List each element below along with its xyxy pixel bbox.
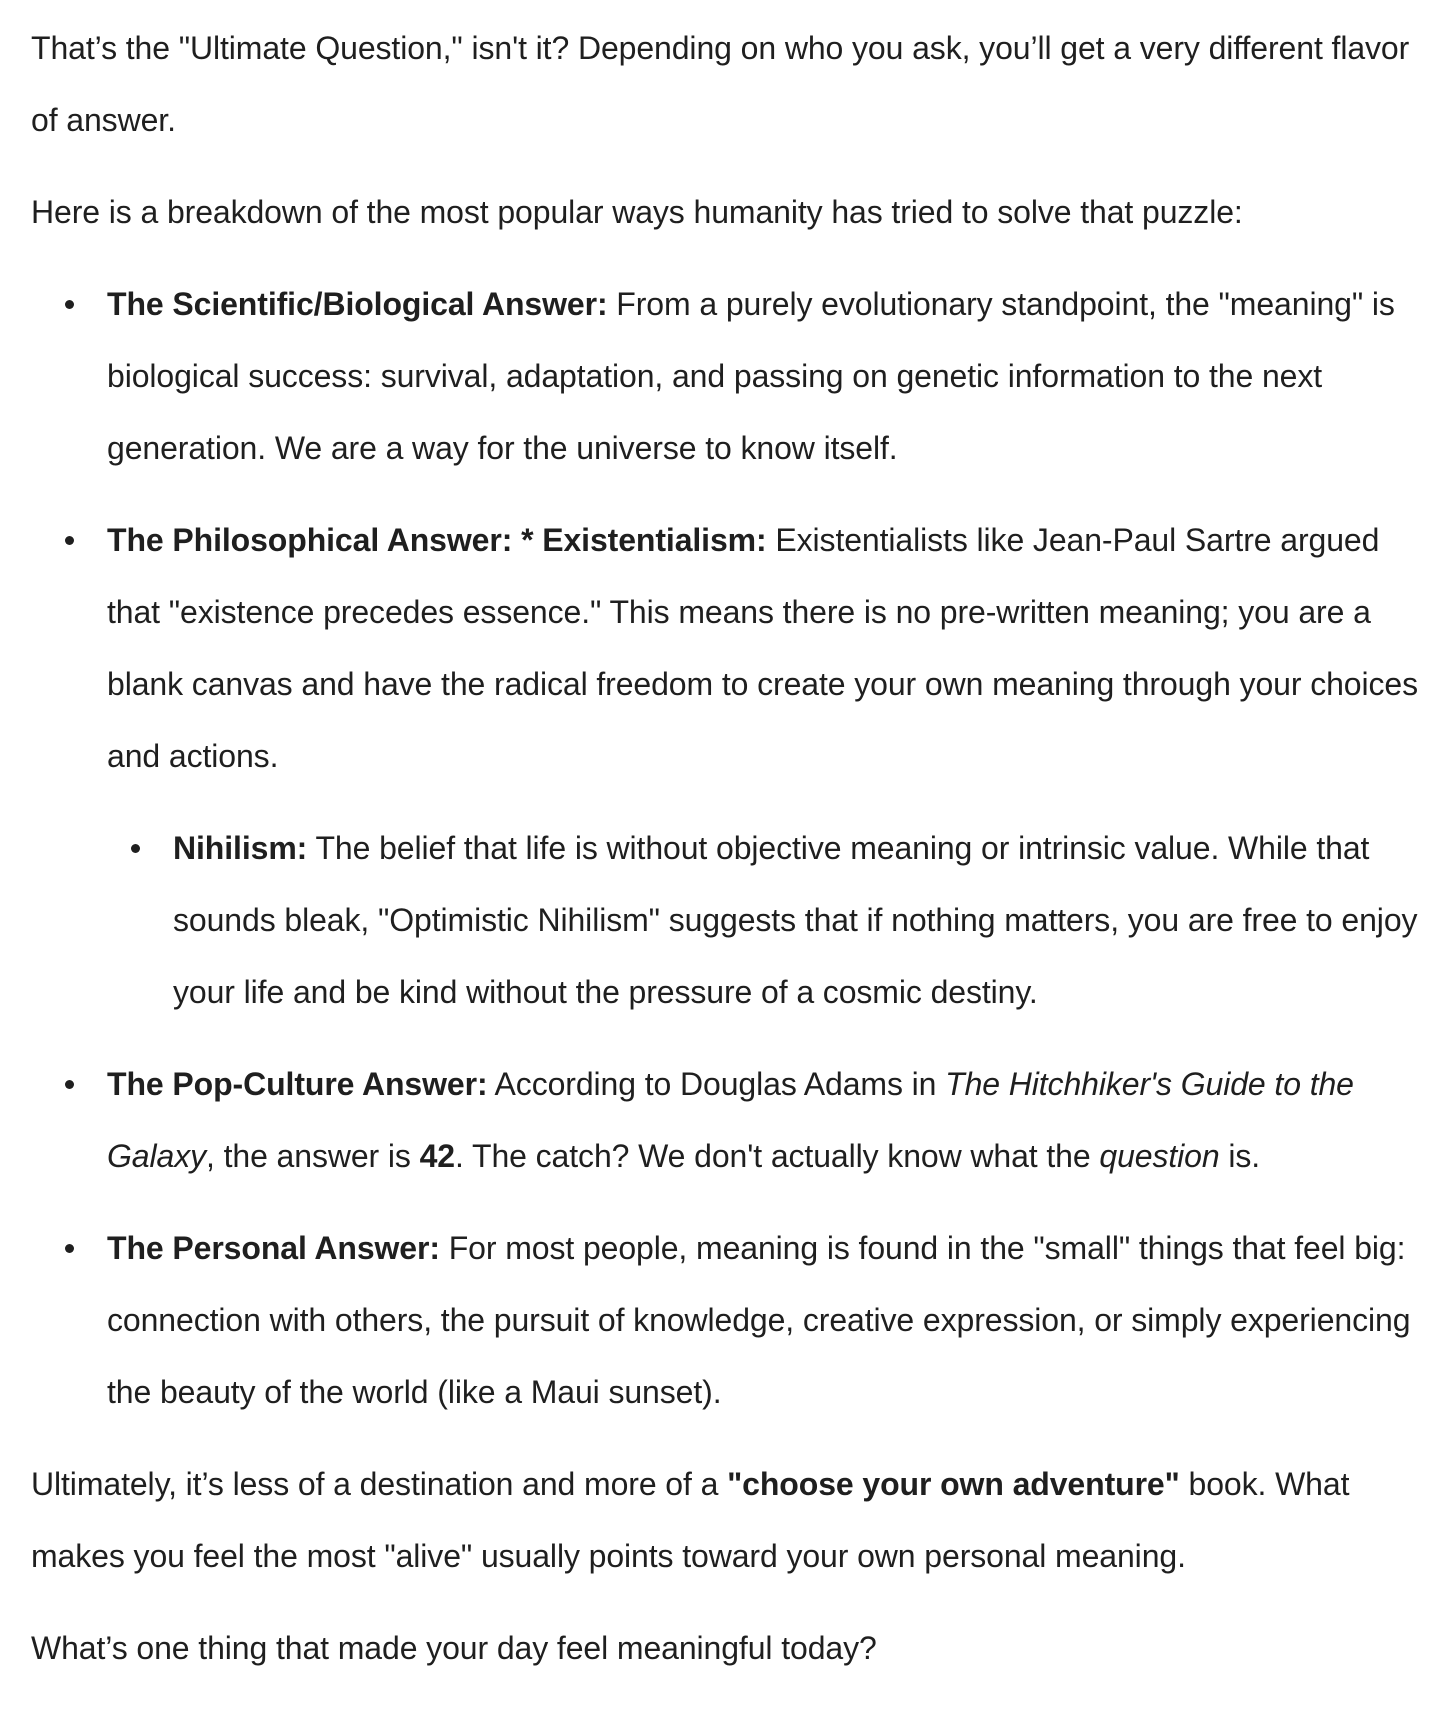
nihilism-label: Nihilism:: [173, 830, 308, 866]
pop-culture-text-d: is.: [1219, 1138, 1261, 1174]
answer-42: 42: [419, 1138, 456, 1174]
answers-list: [31, 268, 1436, 1428]
pop-culture-text-b: , the answer is: [206, 1138, 420, 1174]
question-word: question: [1099, 1138, 1220, 1174]
existentialism-label: Existentialism:: [542, 522, 767, 558]
philosophical-sublist: [107, 812, 1436, 1028]
personal-text: For most people, meaning is found in the "small" things that feel big: connection with others, the pursuit of knowledge, creative expression, or simply experiencing the beauty of the world (like a Maui sunset).: [107, 1230, 1411, 1410]
philosophical-label: The Philosophical Answer:: [107, 522, 513, 558]
closing-text-b: book. What makes you feel the most "alive" usually points toward your own personal meaning.: [31, 1466, 1350, 1574]
pop-culture-text-c: . The catch? We don't actually know what the: [455, 1138, 1100, 1174]
nihilism-text: The belief that life is without objective meaning or intrinsic value. While that sounds bleak, "Optimistic Nihilism" suggests that if nothing matters, you are free to enjoy your life and be kind without the pressure of a cosmic destiny.: [173, 830, 1418, 1010]
scientific-text: From a purely evolutionary standpoint, the "meaning" is biological success: survival, adaptation, and passing on genetic information to the next generation. We are a way for the universe to know itself.: [107, 286, 1395, 466]
list-item-scientific: [107, 268, 1436, 484]
list-item-nihilism: [173, 812, 1436, 1028]
pop-culture-text-a: According to Douglas Adams in: [487, 1066, 946, 1102]
personal-label: The Personal Answer:: [107, 1230, 440, 1266]
intro-paragraph: That’s the "Ultimate Question," isn't it? Depending on who you ask, you’ll get a very different flavor of answer.: [31, 30, 1410, 138]
scientific-label: The Scientific/Biological Answer:: [107, 286, 608, 322]
breakdown-paragraph: Here is a breakdown of the most popular ways humanity has tried to solve that puzzle:: [31, 194, 1243, 230]
closing-emphasis: "choose your own adventure": [727, 1466, 1180, 1502]
closing-question: What’s one thing that made your day feel meaningful today?: [31, 1630, 877, 1666]
book-title: The Hitchhiker's Guide to the Galaxy: [107, 1066, 1354, 1174]
asterisk-marker: *: [512, 522, 543, 558]
list-item-pop-culture: [107, 1048, 1436, 1192]
pop-culture-label: The Pop-Culture Answer:: [107, 1066, 488, 1102]
list-item-personal: [107, 1212, 1436, 1428]
existentialism-text: Existentialists like Jean-Paul Sartre argued that "existence precedes essence." This means there is no pre-written meaning; you are a blank canvas and have the radical freedom to create your own meaning through your choices and actions.: [107, 522, 1418, 774]
closing-text-a: Ultimately, it’s less of a destination and more of a: [31, 1466, 728, 1502]
list-item-philosophical: [107, 504, 1436, 1028]
closing-paragraph: [31, 1448, 1436, 1592]
